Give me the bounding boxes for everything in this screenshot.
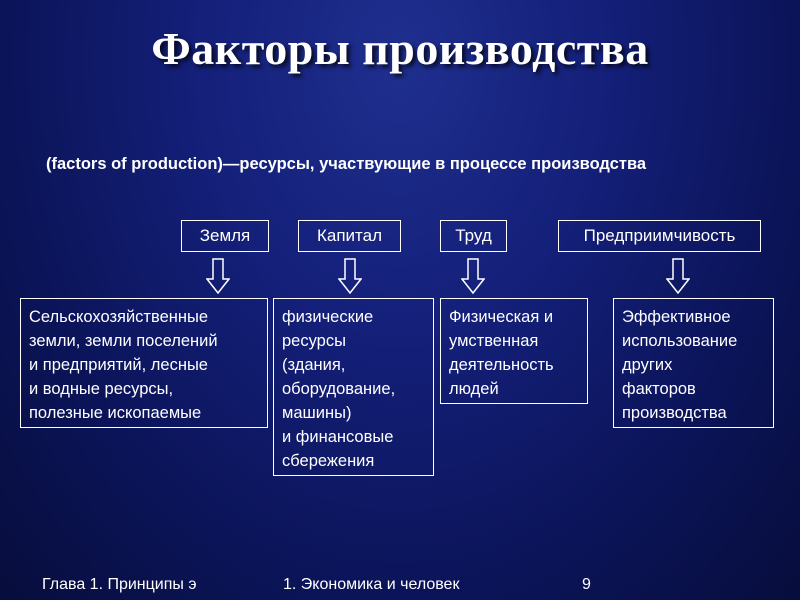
down-arrow-icon — [338, 258, 362, 294]
factor-land-description: Сельскохозяйственные земли, земли поселений и предприятий, лесные и водные ресурсы, полезные ископаемые — [20, 298, 268, 428]
factor-entrepreneurship-label: Предприимчивость — [558, 220, 761, 252]
down-arrow-icon — [206, 258, 230, 294]
factor-land-label: Земля — [181, 220, 269, 252]
footer-section: 1. Экономика и человек — [283, 576, 460, 593]
factor-labor-description: Физическая и умственная деятельность людей — [440, 298, 588, 404]
slide-title: Факторы производства — [151, 23, 649, 74]
down-arrow-icon — [461, 258, 485, 294]
factor-labor-label: Труд — [440, 220, 507, 252]
slide-subtitle: (factors of production)—ресурсы, участвующие в процессе производства — [46, 155, 647, 173]
factor-capital-label: Капитал — [298, 220, 401, 252]
down-arrow-icon — [666, 258, 690, 294]
factor-capital-description: физические ресурсы (здания, оборудование, машины) и финансовые сбережения — [273, 298, 434, 476]
footer-chapter: Глава 1. Принципы э — [42, 576, 197, 593]
footer-page-number: 9 — [582, 576, 591, 593]
factor-entrepreneurship-description: Эффективное использование других факторов производства — [613, 298, 774, 428]
